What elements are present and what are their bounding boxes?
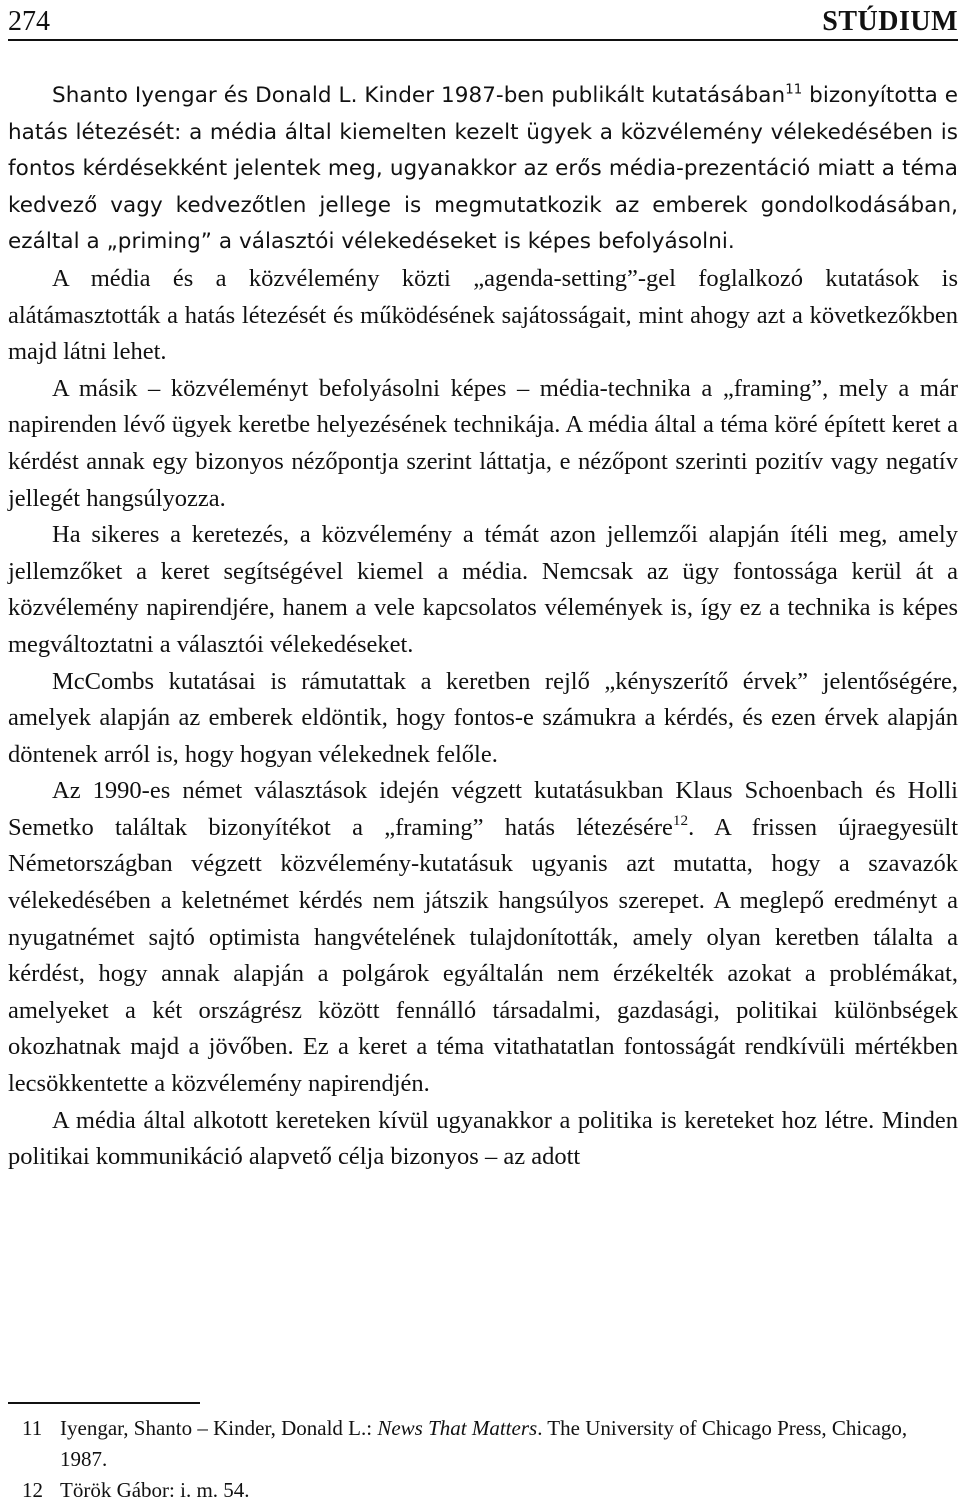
footnote-12	[8, 1475, 958, 1506]
paragraph-1	[8, 78, 958, 261]
paragraph-5: McCombs kutatásai is rámutattak a keretben rejlő „kényszerítő érvek” jelentőségére, amelyek alapján az emberek eldöntik, hogy fontos-e számukra a kérdés, és ezen érvek alapján döntenek arról is, hogy hogyan vélekednek felőle.	[8, 667, 958, 768]
footnote-text-after: . The University of Chicago Press, Chicago, 1987.	[60, 1416, 908, 1471]
header-rule	[8, 39, 958, 41]
paragraph-6-text-a: Az 1990-es német választások idején végzett kutatásukban Klaus Schoenbach és Holli Semetko találtak bizonyítékot a „framing” hatás létezésére	[8, 777, 958, 841]
paragraph-2: A média és a közvélemény közti „agenda-setting”-gel foglalkozó kutatások is alátámasztották a hatás létezését és működésének sajátosságait, mint ahogy azt a következőkben majd látni lehet.	[8, 264, 958, 366]
footnote-ref-11: 11	[785, 82, 803, 98]
footnote-ref-12: 12	[672, 812, 689, 830]
paragraph-6	[8, 773, 958, 1102]
running-title: STÚDIUM	[822, 6, 958, 37]
footnote-book-title: News That Matters	[377, 1416, 538, 1440]
footnotes	[8, 1413, 958, 1506]
page-header	[8, 0, 958, 40]
paragraph-7: A média által alkotott kereteken kívül ugyanakkor a politika is kereteket hoz létre. Minden politikai kommunikáció alapvető célja bizonyos – az adott	[8, 1106, 958, 1171]
footnote-rule	[8, 1402, 200, 1404]
footnote-text-before: Iyengar, Shanto – Kinder, Donald L.:	[60, 1416, 378, 1440]
paragraph-3: A másik – közvéleményt befolyásolni képes – média-technika a „framing”, mely a már napirenden lévő ügyek keretbe helyezésének technikája. A média által a téma köré épített keret a kérdést annak egy bizonyos nézőpontja szerint láttatja, e nézőpont szerinti pozitív vagy negatív jellegét hangsúlyozza.	[8, 374, 958, 512]
document-page	[8, 0, 958, 1502]
paragraph-6-text-b: . A frissen újraegyesült Németországban végzett közvélemény-kutatásuk ugyanis azt mutatta, hogy a szavazók vélekedésében a keletnémet kérdés nem játszik hangsúlyos szerepet. A meglepő eredményt a nyugatnémet sajtó optimista hangvételének tulajdonították, amely olyan keretben tálalta a kérdést, hogy annak alapján a polgárok egyáltalán nem érzékelték azokat a problémákat, amelyeket a két országrész között fennálló társadalmi, gazdasági, politikai különbségek okozhatnak majd a jövőben. Ez a keret a téma vitathatatlan fontosságát rendkívüli mértékben lecsökkentette a közvélemény napirendjén.	[8, 813, 958, 1098]
body-text	[8, 78, 958, 1176]
footnote-number: 12	[22, 1478, 43, 1502]
footnote-11	[8, 1413, 958, 1475]
page-number: 274	[8, 6, 50, 37]
footnote-text: Török Gábor: i. m. 54.	[60, 1478, 250, 1502]
paragraph-1-text-b: bizonyította e hatás létezését: a média által kiemelten kezelt ügyek a közvélemény vélekedésében is fontos kérdésekként jelentek meg, ugyanakkor az erős média-prezentáció miatt a téma kedvező vagy kedvezőtlen jellege is megmutatkozik az emberek gondolkodásában, ezáltal a „priming” a választói vélekedéseket is képes befolyásolni.	[8, 83, 958, 255]
paragraph-4: Ha sikeres a keretezés, a közvélemény a témát azon jellemzői alapján ítéli meg, amely jellemzőket a keret segítségével kiemel a média. Nemcsak az ügy fontossága kerül át a közvélemény napirendjére, hanem a vele kapcsolatos vélemények is, így ez a technika is képes megváltoztatni a választói vélekedéseket.	[8, 521, 958, 658]
paragraph-1-text-a: Shanto Iyengar és Donald L. Kinder 1987-ben publikált kutatásában	[52, 83, 786, 108]
footnote-number: 11	[22, 1416, 43, 1440]
